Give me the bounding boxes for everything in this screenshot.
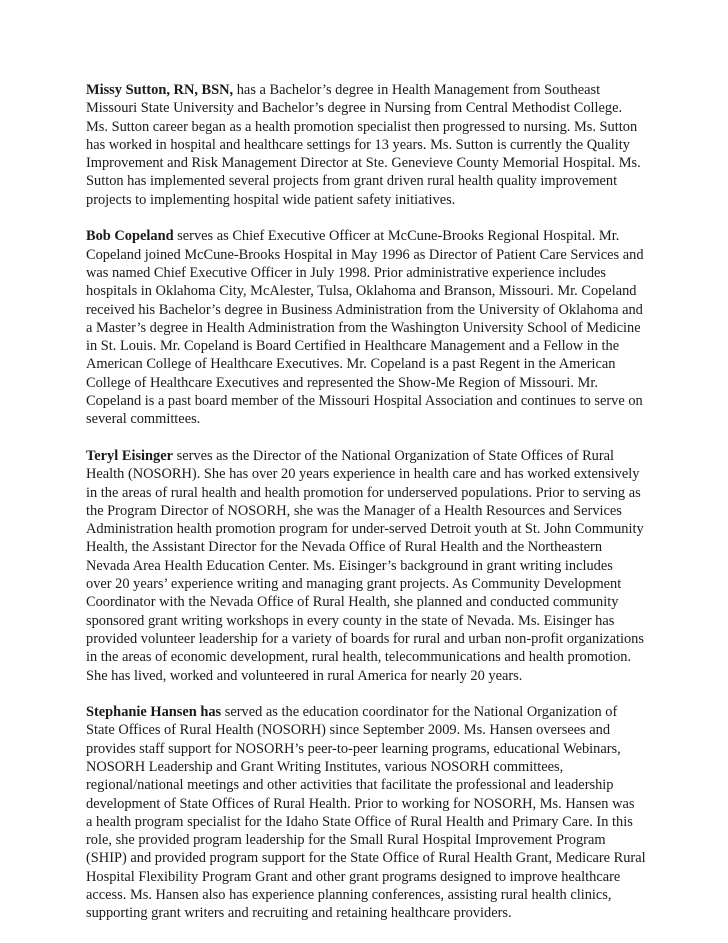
bio-text: has a Bachelor’s degree in Health Management from Southeast — [233, 82, 601, 98]
bio-line: received his Bachelor’s degree in Business Administration from the University of Oklahoma and — [86, 301, 643, 318]
bio-line: hospitals in Oklahoma City, McAlester, Tulsa, Oklahoma and Branson, Missouri. Mr. Copeland — [86, 283, 637, 300]
bio-line — [86, 703, 646, 721]
bio-missy-sutton — [86, 81, 646, 209]
bio-name: Missy Sutton, RN, BSN, — [86, 82, 234, 98]
bio-line — [86, 81, 646, 99]
bio-name: Teryl Eisinger — [86, 447, 174, 464]
bio-line: in St. Louis. Mr. Copeland is Board Certified in Healthcare Management and a Fellow in the — [86, 338, 620, 355]
bio-line: the Program Director of NOSORH, she was the Manager of a Health Resources and Services — [86, 502, 622, 519]
bio-line: Hospital Flexibility Program Grant and other grant programs designed to improve healthcare — [86, 868, 621, 885]
bio-line: in the areas of rural health and health promotion for underserved populations. Prior to serving as — [86, 484, 641, 501]
bio-bob-copeland — [86, 227, 646, 428]
bio-line: Improvement and Risk Management Director at Ste. Genevieve County Memorial Hospital. Ms. — [86, 155, 641, 172]
bio-line — [86, 447, 646, 465]
bio-line: supporting grant writers and recruiting and retaining healthcare providers. — [86, 905, 512, 922]
bio-line: was named Chief Executive Officer in July 1998. Prior administrative experience includes — [86, 264, 607, 281]
bio-line: a health program specialist for the Idaho State Office of Rural Health and Primary Care. In this — [86, 813, 633, 830]
bio-line: provided volunteer leadership for a variety of boards for rural and urban non-profit organizations — [86, 630, 644, 647]
bio-text: serves as Chief Executive Officer at McCune-Brooks Regional Hospital. Mr. — [173, 228, 620, 245]
bio-text: served as the education coordinator for the National Organization of — [221, 704, 618, 721]
bio-line: College of Healthcare Executives and represented the Show-Me Region of Missouri. Mr. — [86, 374, 598, 391]
bio-line: Nevada Area Health Education Center. Ms. Eisinger’s background in grant writing includes — [86, 557, 613, 574]
bio-stephanie-hansen — [86, 703, 646, 923]
bio-line: sponsored grant writing workshops in every county in the state of Nevada. Ms. Eisinger has — [86, 612, 615, 629]
bio-line: State Offices of Rural Health (NOSORH) since September 2009. Ms. Hansen oversees and — [86, 722, 611, 739]
bio-teryl-eisinger — [86, 447, 646, 685]
bio-line: NOSORH Leadership and Grant Writing Institutes, various NOSORH committees, — [86, 758, 564, 775]
bio-line: projects to implementing hospital wide patient safety initiatives. — [86, 191, 456, 208]
bio-line: in the areas of economic development, rural health, telecommunications and health promotion. — [86, 649, 632, 666]
bio-line: development of State Offices of Rural Health. Prior to working for NOSORH, Ms. Hansen was — [86, 795, 635, 812]
bio-line — [86, 227, 646, 245]
bio-line: a Master’s degree in Health Administration from the Washington University School of Medicine — [86, 319, 641, 336]
bio-line: has worked in hospital and healthcare settings for 13 years. Ms. Sutton is currently the Quality — [86, 136, 630, 153]
bio-line: several committees. — [86, 411, 201, 428]
bio-line: (SHIP) and provided program support for the State Office of Rural Health Grant, Medicare Rural — [86, 850, 646, 867]
bio-line: American College of Healthcare Executives. Mr. Copeland is a past Regent in the American — [86, 356, 616, 373]
bio-line: provides staff support for NOSORH’s peer-to-peer learning programs, educational Webinars, — [86, 740, 621, 757]
bio-line: role, she provided program leadership for the Small Rural Hospital Improvement Program — [86, 832, 606, 849]
bio-text: serves as the Director of the National Organization of State Offices of Rural — [173, 447, 615, 464]
bio-line: Copeland joined McCune-Brooks Hospital in May 1996 as Director of Patient Care Services and — [86, 246, 644, 263]
bio-line: over 20 years’ experience writing and managing grant projects. As Community Development — [86, 576, 622, 593]
bio-name: Bob Copeland — [86, 228, 174, 245]
bio-line: Health (NOSORH). She has over 20 years experience in health care and has worked extensively — [86, 466, 640, 483]
bio-line: Ms. Sutton career began as a health promotion specialist then progressed to nursing. Ms. Sutton — [86, 118, 638, 135]
bio-line: Copeland is a past board member of the Missouri Hospital Association and continues to serve on — [86, 393, 643, 410]
bio-line: access. Ms. Hansen also has experience planning conferences, assisting rural health clinics, — [86, 887, 612, 904]
bio-name: Stephanie Hansen has — [86, 704, 222, 721]
bio-line: Coordinator with the Nevada Office of Rural Health, she planned and conducted community — [86, 594, 619, 611]
bio-line: regional/national meetings and other activities that facilitate the professional and leadership — [86, 777, 614, 794]
bio-line: Health, the Assistant Director for the Nevada Office of Rural Health and the Northeastern — [86, 539, 603, 556]
bio-line: Sutton has implemented several projects from grant driven rural health quality improvement — [86, 173, 618, 190]
bio-line: She has lived, worked and volunteered in rural America for nearly 20 years. — [86, 667, 523, 684]
bio-line: Missouri State University and Bachelor’s degree in Nursing from Central Methodist College. — [86, 100, 623, 117]
document-page — [86, 81, 646, 941]
bio-line: Administration health promotion program for under-served Detroit youth at St. John Community — [86, 521, 644, 538]
